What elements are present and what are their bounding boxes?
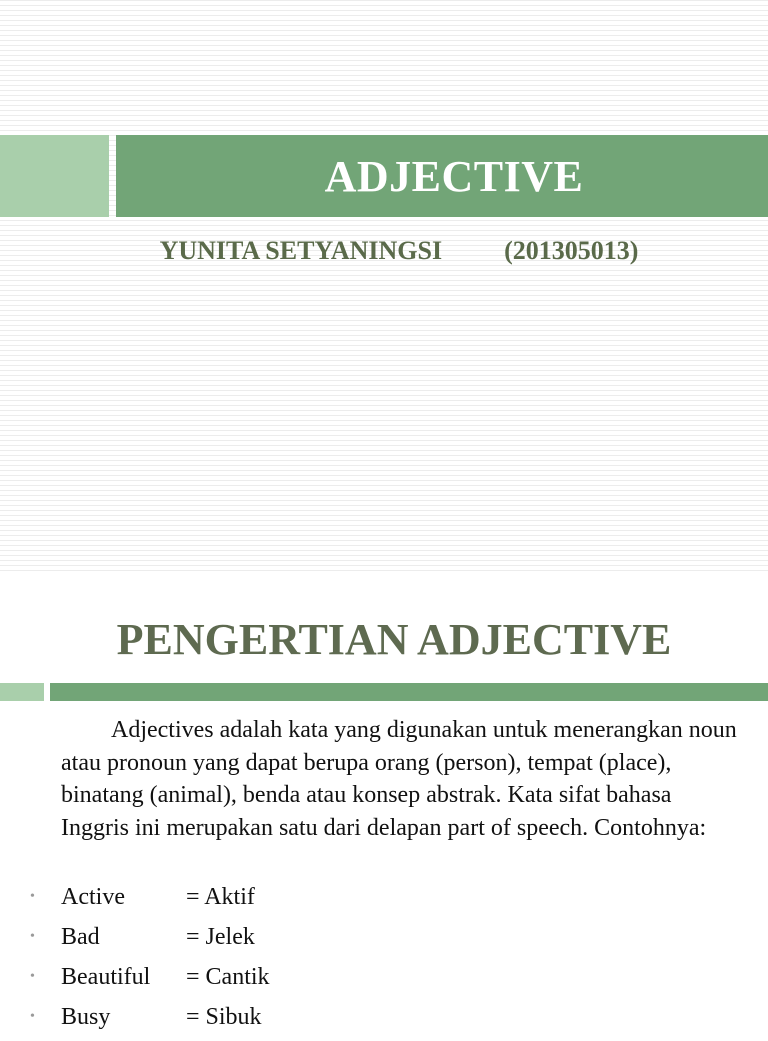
definition-paragraph: Adjectives adalah kata yang digunakan untuk menerangkan noun atau pronoun yang dapat berupa orang (person), tempat (place), binatang (animal), benda atau konsep abstrak. Kata sifat bahasa Inggris ini merupakan satu dari delapan part of speech. Contohnya: — [61, 717, 737, 841]
example-meaning: = Jelek — [186, 924, 255, 950]
bullet-icon: • — [30, 969, 35, 984]
title-accent-block — [0, 135, 109, 217]
bullet-icon: • — [30, 889, 35, 904]
example-word: Beautiful — [61, 964, 151, 990]
slide-title-text: ADJECTIVE — [324, 151, 584, 201]
example-meaning: = Aktif — [186, 884, 255, 910]
bullet-icon: • — [30, 929, 35, 944]
student-id: (201305013) — [504, 236, 639, 265]
list-item — [0, 961, 768, 1001]
example-meaning: = Cantik — [186, 964, 270, 990]
example-word: Active — [61, 884, 125, 910]
section-title: PENGERTIAN ADJECTIVE — [116, 615, 672, 664]
list-item — [0, 921, 768, 961]
slide-definition — [0, 572, 768, 1030]
subtitle — [0, 236, 768, 266]
section-bar — [50, 683, 768, 701]
list-item — [0, 1001, 768, 1041]
example-list — [0, 881, 768, 1041]
title-bar — [116, 135, 768, 217]
bullet-icon: • — [30, 1009, 35, 1024]
section-accent-block — [0, 683, 44, 701]
list-item — [0, 881, 768, 921]
example-word: Busy — [61, 1004, 111, 1030]
example-word: Bad — [61, 924, 100, 950]
example-meaning: = Sibuk — [186, 1004, 262, 1030]
author-name: YUNITA SETYANINGSI — [159, 236, 443, 265]
